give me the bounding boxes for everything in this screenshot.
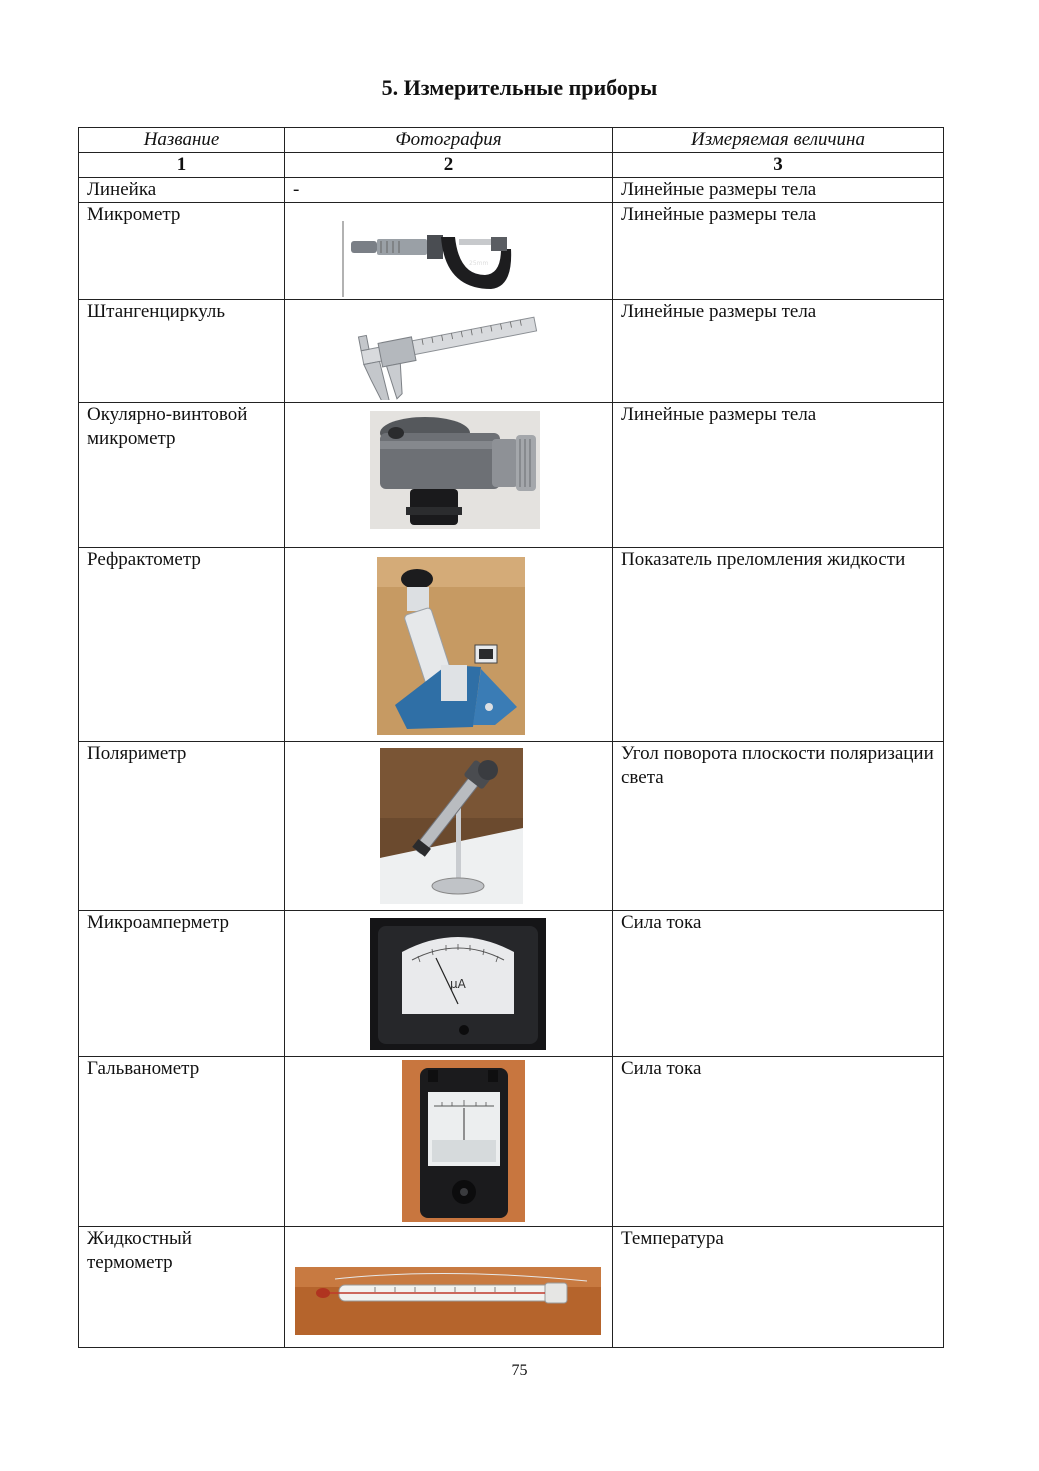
column-number-row	[79, 153, 944, 178]
photo-cell	[285, 1227, 613, 1348]
measured-quantity: Сила тока	[613, 1057, 944, 1227]
table-row	[79, 742, 944, 911]
table-row	[79, 403, 944, 548]
instrument-name: Микрометр	[79, 203, 285, 300]
photo-cell	[285, 403, 613, 548]
instrument-name: Рефрактометр	[79, 548, 285, 742]
measured-quantity: Линейные размеры тела	[613, 300, 944, 403]
instrument-name: Жидкостный термометр	[79, 1227, 285, 1348]
photo-cell	[285, 911, 613, 1057]
header-photo: Фотография	[285, 128, 613, 153]
micrometer-photo	[341, 219, 521, 299]
photo-cell	[285, 203, 613, 300]
instrument-name: Штангенциркуль	[79, 300, 285, 403]
measured-quantity: Линейные размеры тела	[613, 403, 944, 548]
column-number-3: 3	[613, 153, 944, 178]
measured-quantity: Линейные размеры тела	[613, 203, 944, 300]
caliper-photo	[355, 304, 543, 400]
table-header-row	[79, 128, 944, 153]
measured-quantity: Сила тока	[613, 911, 944, 1057]
photo-cell	[285, 548, 613, 742]
header-name: Название	[79, 128, 285, 153]
instrument-name: Гальванометр	[79, 1057, 285, 1227]
photo-cell	[285, 1057, 613, 1227]
header-quantity: Измеряемая величина	[613, 128, 944, 153]
measured-quantity: Показатель преломления жидкости	[613, 548, 944, 742]
thermometer-photo	[295, 1267, 601, 1335]
column-number-1: 1	[79, 153, 285, 178]
measured-quantity: Линейные размеры тела	[613, 178, 944, 203]
instruments-table	[78, 127, 944, 1348]
photo-dash: -	[285, 178, 613, 203]
instrument-name: Окулярно-винтовой микрометр	[79, 403, 285, 548]
table-row	[79, 178, 944, 203]
photo-cell	[285, 742, 613, 911]
galvanometer-photo	[402, 1060, 525, 1222]
page-title: 5. Измерительные приборы	[381, 75, 658, 100]
page-number: 75	[511, 1362, 528, 1379]
instrument-name: Линейка	[79, 178, 285, 203]
table-row	[79, 548, 944, 742]
svg-text:25mm: 25mm	[469, 260, 489, 267]
measured-quantity: Температура	[613, 1227, 944, 1348]
photo-cell	[285, 300, 613, 403]
instrument-name: Микроамперметр	[79, 911, 285, 1057]
polarimeter-photo	[380, 748, 523, 904]
column-number-2: 2	[285, 153, 613, 178]
microammeter-photo	[370, 918, 546, 1050]
table-row	[79, 1057, 944, 1227]
refractometer-photo	[377, 557, 525, 735]
microammeter-unit-label: μA	[450, 977, 466, 991]
measured-quantity: Угол поворота плоскости поляризации света	[613, 742, 944, 911]
table-row	[79, 1227, 944, 1348]
eyepiece-micrometer-photo	[370, 411, 540, 529]
table-row	[79, 203, 944, 300]
table-row	[79, 300, 944, 403]
table-row	[79, 911, 944, 1057]
instrument-name: Поляриметр	[79, 742, 285, 911]
